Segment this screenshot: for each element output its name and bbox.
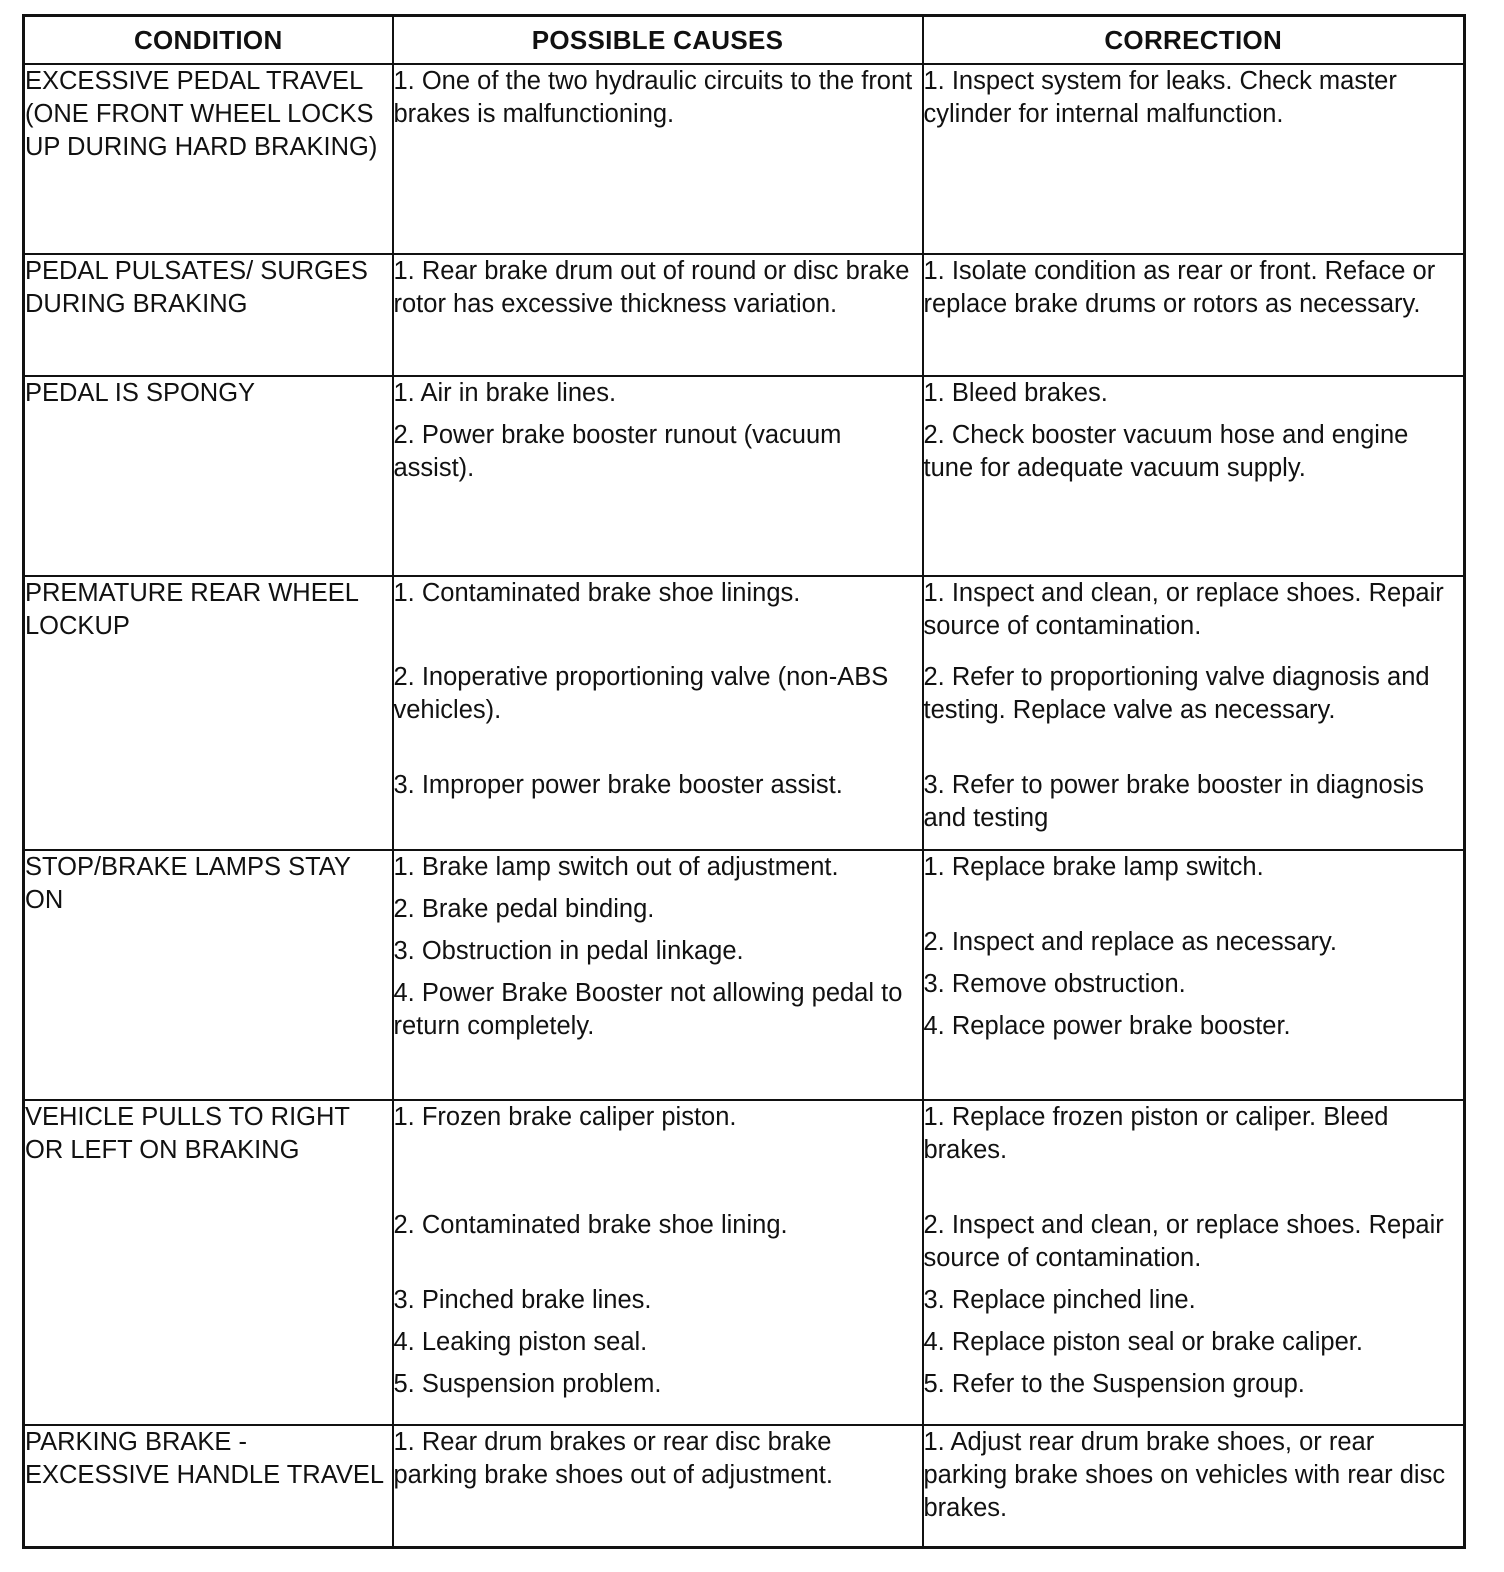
table-row xyxy=(24,1100,1465,1425)
cause-item: 2. Inoperative proportioning valve (non-ABS vehicles). xyxy=(393,663,889,724)
correction-item: 1. Bleed brakes. xyxy=(923,379,1108,407)
causes-cell xyxy=(393,850,923,1100)
cause-item: 4. Power Brake Booster not allowing pedal to return completely. xyxy=(393,979,903,1040)
corrections-cell xyxy=(923,64,1465,254)
correction-item: 1. Adjust rear drum brake shoes, or rear parking brake shoes on vehicles with rear disc brakes. xyxy=(923,1428,1446,1522)
table-row xyxy=(24,850,1465,1100)
correction-item: 3. Refer to power brake booster in diagnosis and testing xyxy=(923,771,1424,832)
correction-item: 1. Replace brake lamp switch. xyxy=(923,853,1264,881)
cause-item: 1. Rear brake drum out of round or disc brake rotor has excessive thickness variation. xyxy=(393,257,910,318)
correction-item: 2. Check booster vacuum hose and engine tune for adequate vacuum supply. xyxy=(923,421,1409,482)
corrections-cell xyxy=(923,1425,1465,1547)
table-row xyxy=(24,1425,1465,1547)
brake-diagnosis-table xyxy=(22,14,1466,1549)
correction-item: 1. Inspect and clean, or replace shoes. Repair source of contamination. xyxy=(923,579,1444,640)
header-row xyxy=(24,16,1465,65)
condition-cell: VEHICLE PULLS TO RIGHT OR LEFT ON BRAKING xyxy=(24,1100,393,1425)
condition-cell: PARKING BRAKE - EXCESSIVE HANDLE TRAVEL xyxy=(24,1425,393,1547)
table-row xyxy=(24,64,1465,254)
correction-item: 1. Replace frozen piston or caliper. Bleed brakes. xyxy=(923,1103,1389,1164)
correction-item: 2. Inspect and replace as necessary. xyxy=(923,928,1337,956)
corrections-cell xyxy=(923,376,1465,576)
cause-item: 3. Improper power brake booster assist. xyxy=(393,771,843,799)
correction-item: 2. Refer to proportioning valve diagnosis and testing. Replace valve as necessary. xyxy=(923,663,1430,724)
cause-item: 3. Obstruction in pedal linkage. xyxy=(393,937,744,965)
cause-item: 2. Power brake booster runout (vacuum assist). xyxy=(393,421,842,482)
cause-item: 1. Contaminated brake shoe linings. xyxy=(393,579,801,607)
table-row xyxy=(24,576,1465,850)
condition-cell: STOP/BRAKE LAMPS STAY ON xyxy=(24,850,393,1100)
condition-cell: PEDAL IS SPONGY xyxy=(24,376,393,576)
causes-cell xyxy=(393,64,923,254)
condition-cell: PREMATURE REAR WHEEL LOCKUP xyxy=(24,576,393,850)
corrections-cell xyxy=(923,850,1465,1100)
cause-item: 2. Brake pedal binding. xyxy=(393,895,655,923)
condition-cell: PEDAL PULSATES/ SURGES DURING BRAKING xyxy=(24,254,393,376)
table-row xyxy=(24,376,1465,576)
correction-item: 4. Replace power brake booster. xyxy=(923,1012,1291,1040)
corrections-cell xyxy=(923,1100,1465,1425)
correction-item: 1. Isolate condition as rear or front. Reface or replace brake drums or rotors as necessary. xyxy=(923,257,1436,318)
corrections-cell xyxy=(923,254,1465,376)
cause-item: 1. Air in brake lines. xyxy=(393,379,617,407)
correction-item: 3. Replace pinched line. xyxy=(923,1286,1196,1314)
correction-item: 2. Inspect and clean, or replace shoes. Repair source of contamination. xyxy=(923,1211,1444,1272)
header-condition: CONDITION xyxy=(24,16,393,65)
cause-item: 1. Brake lamp switch out of adjustment. xyxy=(393,853,839,881)
correction-item: 1. Inspect system for leaks. Check master cylinder for internal malfunction. xyxy=(923,67,1397,128)
correction-item: 5. Refer to the Suspension group. xyxy=(923,1370,1305,1398)
causes-cell xyxy=(393,576,923,850)
header-correction: CORRECTION xyxy=(923,16,1465,65)
condition-cell: EXCESSIVE PEDAL TRAVEL (ONE FRONT WHEEL LOCKS UP DURING HARD BRAKING) xyxy=(24,64,393,254)
cause-item: 2. Contaminated brake shoe lining. xyxy=(393,1211,788,1239)
diagnosis-sheet xyxy=(22,14,1463,1549)
causes-cell xyxy=(393,254,923,376)
correction-item: 3. Remove obstruction. xyxy=(923,970,1186,998)
cause-item: 1. Frozen brake caliper piston. xyxy=(393,1103,737,1131)
correction-item: 4. Replace piston seal or brake caliper. xyxy=(923,1328,1363,1356)
cause-item: 1. Rear drum brakes or rear disc brake parking brake shoes out of adjustment. xyxy=(393,1428,833,1489)
table-row xyxy=(24,254,1465,376)
causes-cell xyxy=(393,376,923,576)
cause-item: 5. Suspension problem. xyxy=(393,1370,662,1398)
corrections-cell xyxy=(923,576,1465,850)
cause-item: 3. Pinched brake lines. xyxy=(393,1286,652,1314)
header-possible-causes: POSSIBLE CAUSES xyxy=(393,16,923,65)
causes-cell xyxy=(393,1100,923,1425)
cause-item: 4. Leaking piston seal. xyxy=(393,1328,648,1356)
causes-cell xyxy=(393,1425,923,1547)
cause-item: 1. One of the two hydraulic circuits to the front brakes is malfunctioning. xyxy=(393,67,913,128)
